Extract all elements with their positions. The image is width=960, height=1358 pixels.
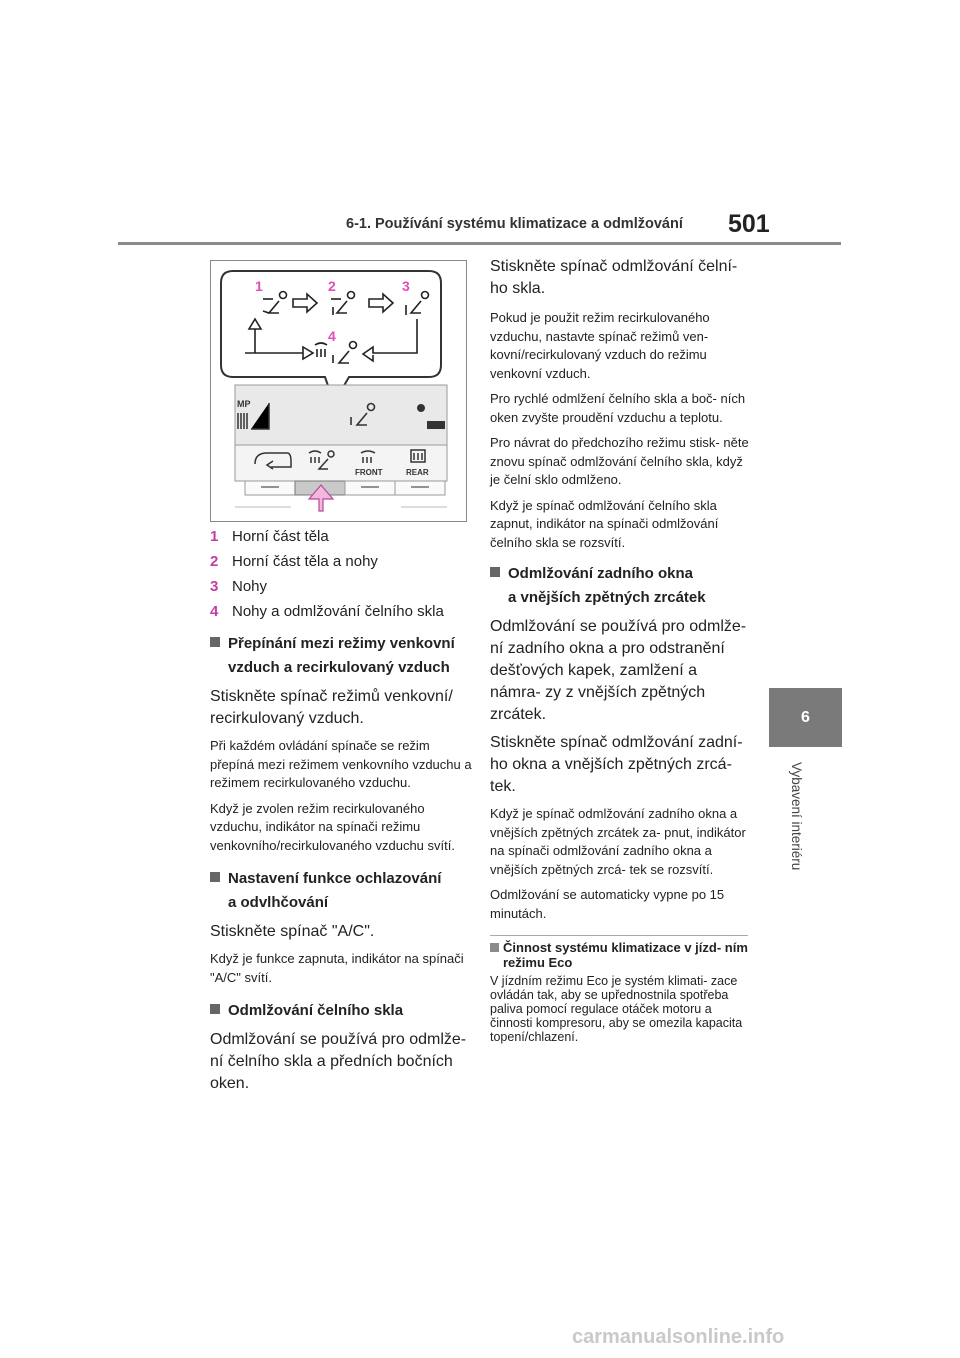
callout-4: 4 xyxy=(328,328,336,344)
heading-line: Přepínání mezi režimy venkovní xyxy=(228,635,455,652)
note-text: Při každém ovládání spínače se režim přepíná mezi režimem venkovního vzduchu a režimem recirkulovaného vzduchu. xyxy=(210,738,472,790)
note-heading-text: Činnost systému klimatizace v jízd- ním režimu Eco xyxy=(503,940,748,970)
section-heading xyxy=(210,632,472,680)
list-text: Horní část těla a nohy xyxy=(232,553,378,570)
note-text: Pro návrat do předchozího režimu stisk- něte znovu spínač odmlžování čelního skla, když je čelní sklo odmlženo. xyxy=(490,435,749,487)
section-title: 6-1. Používání systému klimatizace a odmlžování xyxy=(346,216,683,232)
note-divider xyxy=(490,935,748,936)
chapter-tab: 6 xyxy=(769,688,842,747)
climate-panel-figure xyxy=(210,260,467,522)
note-text: Pokud je použit režim recirkulovaného vzduchu, nastavte spínač režimů ven- kovní/recirkulovaný vzduch do režimu venkovní vzduch. xyxy=(490,310,710,381)
list-text: Nohy xyxy=(232,578,268,595)
list-item xyxy=(210,549,472,574)
climate-panel-illustration xyxy=(211,261,466,521)
callout-3: 3 xyxy=(402,278,410,294)
note-text: Když je spínač odmlžování zadního okna a vnějších zpětných zrcátek za- pnut, indikátor na spínači odmlžování zadního okna a vnějších zpětných zrcá- tek se rozsvítí. xyxy=(490,806,746,877)
section-heading xyxy=(210,867,472,915)
fan-level-icon xyxy=(427,421,445,429)
body-text: Stiskněte spínač režimů venkovní/ recirkulovaný vzduch. xyxy=(210,688,453,727)
callout-1: 1 xyxy=(255,278,263,294)
note-text: Když je zvolen režim recirkulovaného vzduchu, indikátor na spínači režimu venkovního/recirkulovaného vzduchu svítí. xyxy=(210,800,455,853)
list-number: 3 xyxy=(210,578,219,595)
heading-bullet xyxy=(490,567,500,577)
body-text: Stiskněte spínač odmlžování čelní- ho skla. xyxy=(490,258,738,297)
list-text: Nohy a odmlžování čelního skla xyxy=(232,603,444,620)
note-text: Když je spínač odmlžování čelního skla zapnut, indikátor na spínači odmlžování čelního skla se rozsvítí. xyxy=(490,497,719,550)
left-column xyxy=(210,524,472,1095)
heading-bullet xyxy=(210,872,220,882)
list-item xyxy=(210,599,472,624)
note-bullet xyxy=(490,943,499,952)
front-label: FRONT xyxy=(355,468,383,477)
list-item xyxy=(210,524,472,549)
page-number: 501 xyxy=(728,210,770,238)
body-text: Odmlžování se používá pro odmlže- ní čelního skla a předních bočních oken. xyxy=(210,1031,467,1092)
list-text: Horní část těla xyxy=(232,528,329,545)
list-item xyxy=(210,574,472,599)
note-body: V jízdním režimu Eco je systém klimati- zace ovládán tak, aby se upřednostnila spotřeba paliva pomocí regulace otáček motoru a činnosti kompresoru, aby se omezila kapacita topení/chlazení. xyxy=(490,974,743,1044)
note-heading xyxy=(490,940,750,970)
heading-line: Nastavení funkce ochlazování xyxy=(228,870,442,887)
section-heading xyxy=(490,562,750,610)
chapter-label-text: Vybavení interiéru xyxy=(789,762,804,871)
heading-line: a odvlhčování xyxy=(228,894,329,911)
section-heading xyxy=(210,999,472,1023)
rear-label: REAR xyxy=(406,468,429,477)
note-text: Pro rychlé odmlžení čelního skla a boč- ních oken zvyšte proudění vzduchu a teplotu. xyxy=(490,391,746,425)
heading-line: Odmlžování čelního skla xyxy=(228,1002,404,1019)
header-rule xyxy=(118,242,841,245)
heading-line: vzduch a recirkulovaný vzduch xyxy=(228,659,450,676)
list-number: 4 xyxy=(210,603,219,620)
right-column xyxy=(490,256,750,1044)
list-number: 2 xyxy=(210,553,219,570)
note-text: Když je funkce zapnuta, indikátor na spínači "A/C" svítí. xyxy=(210,951,464,985)
heading-line: a vnějších zpětných zrcátek xyxy=(508,589,706,606)
mp-label: MP xyxy=(237,399,251,409)
heading-bullet xyxy=(210,637,220,647)
body-text: Stiskněte spínač odmlžování zadní- ho okna a vnějších zpětných zrcá- tek. xyxy=(490,734,743,795)
note-text: Odmlžování se automaticky vypne po 15 minutách. xyxy=(490,887,725,921)
list-number: 1 xyxy=(210,528,219,545)
fan-icon xyxy=(417,404,425,412)
heading-bullet xyxy=(210,1004,220,1014)
heading-line: Odmlžování zadního okna xyxy=(508,565,694,582)
callout-2: 2 xyxy=(328,278,336,294)
chapter-label xyxy=(776,762,806,892)
body-text: Odmlžování se používá pro odmlže- ní zadního okna a pro odstranění dešťových kapek, zamlžení a námra- zy z vnějších zpětných zrcátek. xyxy=(490,618,747,723)
body-text: Stiskněte spínač "A/C". xyxy=(210,923,375,940)
watermark: carmanualsonline.info xyxy=(572,1326,785,1348)
